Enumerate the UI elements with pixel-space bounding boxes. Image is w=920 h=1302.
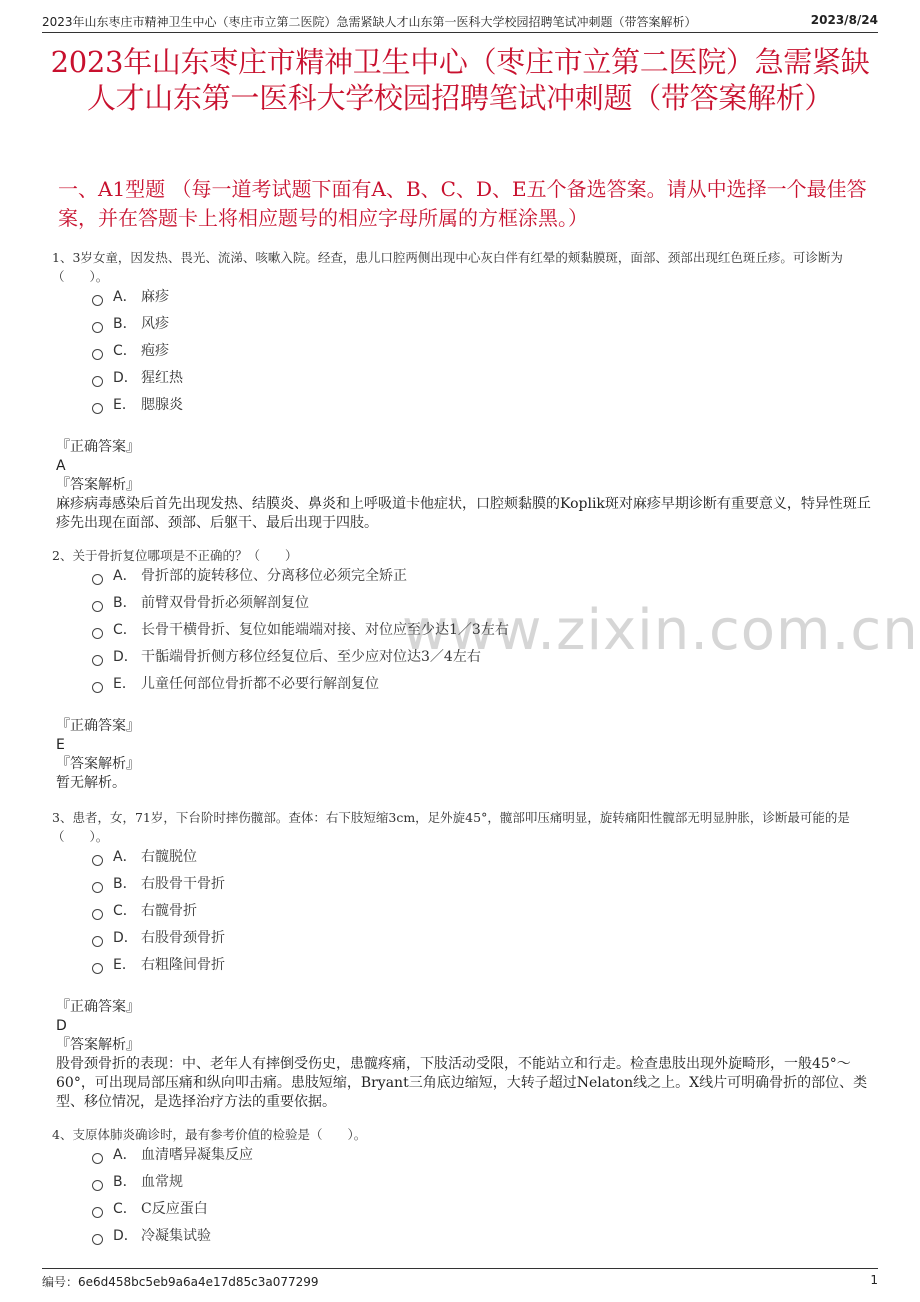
radio-icon[interactable] — [92, 628, 103, 639]
question-3 — [52, 808, 872, 1110]
option-letter: E． — [113, 957, 136, 973]
radio-icon[interactable] — [92, 1153, 103, 1164]
option-letter: C． — [113, 903, 137, 919]
explanation-label: 『答案解析』 — [56, 477, 140, 493]
answer-block — [56, 717, 872, 793]
question-stem: 3、患者，女，71岁，下台阶时摔伤髋部。查体：右下肢短缩3cm，足外旋45°，髋部叩压痛明显，旋转痛阳性髋部无明显肿胀，诊断最可能的是（ ）。 — [52, 810, 850, 844]
option-d[interactable] — [92, 925, 225, 952]
option-letter: C． — [113, 622, 137, 638]
option-letter: A． — [113, 568, 137, 584]
option-text: 猩红热 — [141, 370, 183, 386]
answer-value: E — [56, 737, 65, 753]
option-e[interactable] — [92, 952, 225, 979]
section-heading: 一、A1型题 （每一道考试题下面有A、B、C、D、E五个备选答案。请从中选择一个最佳答案，并在答题卡上将相应题号的相应字母所属的方框涂黑。） — [58, 177, 867, 230]
question-4 — [52, 1125, 872, 1244]
option-letter: D． — [113, 930, 138, 946]
option-c[interactable] — [92, 898, 225, 925]
radio-icon[interactable] — [92, 574, 103, 585]
answer-label: 『正确答案』 — [56, 718, 140, 734]
radio-icon[interactable] — [92, 1180, 103, 1191]
option-text: 右粗隆间骨折 — [141, 957, 225, 973]
option-text: 右髋脱位 — [141, 849, 197, 865]
options-list — [92, 1142, 253, 1250]
page-header — [42, 12, 878, 33]
option-text: 冷凝集试验 — [141, 1228, 211, 1244]
option-letter: C． — [113, 1201, 137, 1217]
radio-icon[interactable] — [92, 295, 103, 306]
option-letter: E． — [113, 676, 136, 692]
question-1 — [52, 248, 872, 531]
option-d[interactable] — [92, 1223, 253, 1250]
option-b[interactable] — [92, 590, 509, 617]
option-text: 儿童任何部位骨折都不必要行解剖复位 — [141, 676, 379, 692]
option-a[interactable] — [92, 1142, 253, 1169]
option-text: 血常规 — [141, 1174, 183, 1190]
option-letter: C． — [113, 343, 137, 359]
answer-block — [56, 438, 872, 533]
options-list — [92, 563, 509, 698]
option-text: 右髋骨折 — [141, 903, 197, 919]
question-stem: 1、3岁女童，因发热、畏光、流涕、咳嗽入院。经查，患儿口腔两侧出现中心灰白伴有红晕的颊黏膜斑，面部、颈部出现红色斑丘疹。可诊断为（ ）。 — [52, 250, 843, 284]
answer-label: 『正确答案』 — [56, 439, 140, 455]
option-a[interactable] — [92, 563, 509, 590]
option-c[interactable] — [92, 338, 183, 365]
option-text: 右股骨颈骨折 — [141, 930, 225, 946]
page-footer — [42, 1268, 878, 1291]
explanation-label: 『答案解析』 — [56, 756, 140, 772]
answer-value: D — [56, 1018, 67, 1034]
option-letter: E． — [113, 397, 136, 413]
option-text: 长骨干横骨折、复位如能端端对接、对位应至少达1／3左右 — [141, 622, 509, 638]
option-c[interactable] — [92, 617, 509, 644]
option-text: 前臂双骨骨折必须解剖复位 — [141, 595, 309, 611]
option-text: 风疹 — [141, 316, 169, 332]
option-a[interactable] — [92, 844, 225, 871]
option-text: 疱疹 — [141, 343, 169, 359]
option-a[interactable] — [92, 284, 183, 311]
radio-icon[interactable] — [92, 963, 103, 974]
option-e[interactable] — [92, 392, 183, 419]
answer-label: 『正确答案』 — [56, 999, 140, 1015]
option-letter: A． — [113, 849, 137, 865]
explanation-label: 『答案解析』 — [56, 1037, 140, 1053]
options-list — [92, 844, 225, 979]
answer-value: A — [56, 458, 66, 474]
option-c[interactable] — [92, 1196, 253, 1223]
radio-icon[interactable] — [92, 855, 103, 866]
radio-icon[interactable] — [92, 1234, 103, 1245]
option-b[interactable] — [92, 1169, 253, 1196]
explanation-text: 股骨颈骨折的表现：中、老年人有摔倒受伤史，患髋疼痛，下肢活动受限，不能站立和行走。检查患肢出现外旋畸形，一般45°～60°，可出现局部压痛和纵向叩击痛。患肢短缩，Bryant三角底边缩短，大转子超过Nelaton线之上。X线片可明确骨折的部位、类型、移位情况，是选择治疗方法的重要依据。 — [56, 1056, 868, 1110]
header-doc-title: 2023年山东枣庄市精神卫生中心（枣庄市立第二医院）急需紧缺人才山东第一医科大学校园招聘笔试冲刺题（带答案解析） — [42, 15, 697, 29]
explanation-text: 麻疹病毒感染后首先出现发热、结膜炎、鼻炎和上呼吸道卡他症状，口腔颊黏膜的Koplik斑对麻疹早期诊断有重要意义，特异性斑丘疹先出现在面部、颈部、后躯干、最后出现于四肢。 — [56, 496, 871, 531]
option-letter: B． — [113, 1174, 137, 1190]
radio-icon[interactable] — [92, 376, 103, 387]
radio-icon[interactable] — [92, 403, 103, 414]
option-letter: D． — [113, 1228, 138, 1244]
option-letter: A． — [113, 1147, 137, 1163]
option-b[interactable] — [92, 871, 225, 898]
option-text: 麻疹 — [141, 289, 169, 305]
radio-icon[interactable] — [92, 682, 103, 693]
option-letter: D． — [113, 649, 138, 665]
option-e[interactable] — [92, 671, 509, 698]
radio-icon[interactable] — [92, 909, 103, 920]
option-letter: D． — [113, 370, 138, 386]
option-letter: B． — [113, 316, 137, 332]
watermark: www.zixin.com.cn — [402, 598, 919, 663]
radio-icon[interactable] — [92, 1207, 103, 1218]
radio-icon[interactable] — [92, 349, 103, 360]
radio-icon[interactable] — [92, 601, 103, 612]
option-letter: B． — [113, 595, 137, 611]
option-d[interactable] — [92, 644, 509, 671]
radio-icon[interactable] — [92, 322, 103, 333]
option-text: 右股骨干骨折 — [141, 876, 225, 892]
option-text: C反应蛋白 — [141, 1201, 208, 1217]
options-list — [92, 284, 183, 419]
option-letter: B． — [113, 876, 137, 892]
answer-block — [56, 998, 872, 1112]
option-b[interactable] — [92, 311, 183, 338]
explanation-text: 暂无解析。 — [56, 775, 126, 791]
radio-icon[interactable] — [92, 655, 103, 666]
document-title: 2023年山东枣庄市精神卫生中心（枣庄市立第二医院）急需紧缺人才山东第一医科大学校园招聘笔试冲刺题（带答案解析） — [50, 45, 870, 115]
option-d[interactable] — [92, 365, 183, 392]
document-code: 编号：6e6d458bc5eb9a6a4e17d85c3a077299 — [42, 1275, 319, 1289]
question-stem: 2、关于骨折复位哪项是不正确的？（ ） — [52, 548, 298, 563]
radio-icon[interactable] — [92, 882, 103, 893]
radio-icon[interactable] — [92, 936, 103, 947]
header-date: 2023/8/24 — [810, 13, 878, 27]
question-stem: 4、支原体肺炎确诊时，最有参考价值的检验是（ ）。 — [52, 1127, 367, 1142]
option-text: 干骺端骨折侧方移位经复位后、至少应对位达3／4左右 — [141, 649, 481, 665]
option-text: 腮腺炎 — [141, 397, 183, 413]
option-letter: A． — [113, 289, 137, 305]
option-text: 骨折部的旋转移位、分离移位必须完全矫正 — [141, 568, 407, 584]
page-number: 1 — [870, 1273, 878, 1287]
option-text: 血清嗜异凝集反应 — [141, 1147, 253, 1163]
